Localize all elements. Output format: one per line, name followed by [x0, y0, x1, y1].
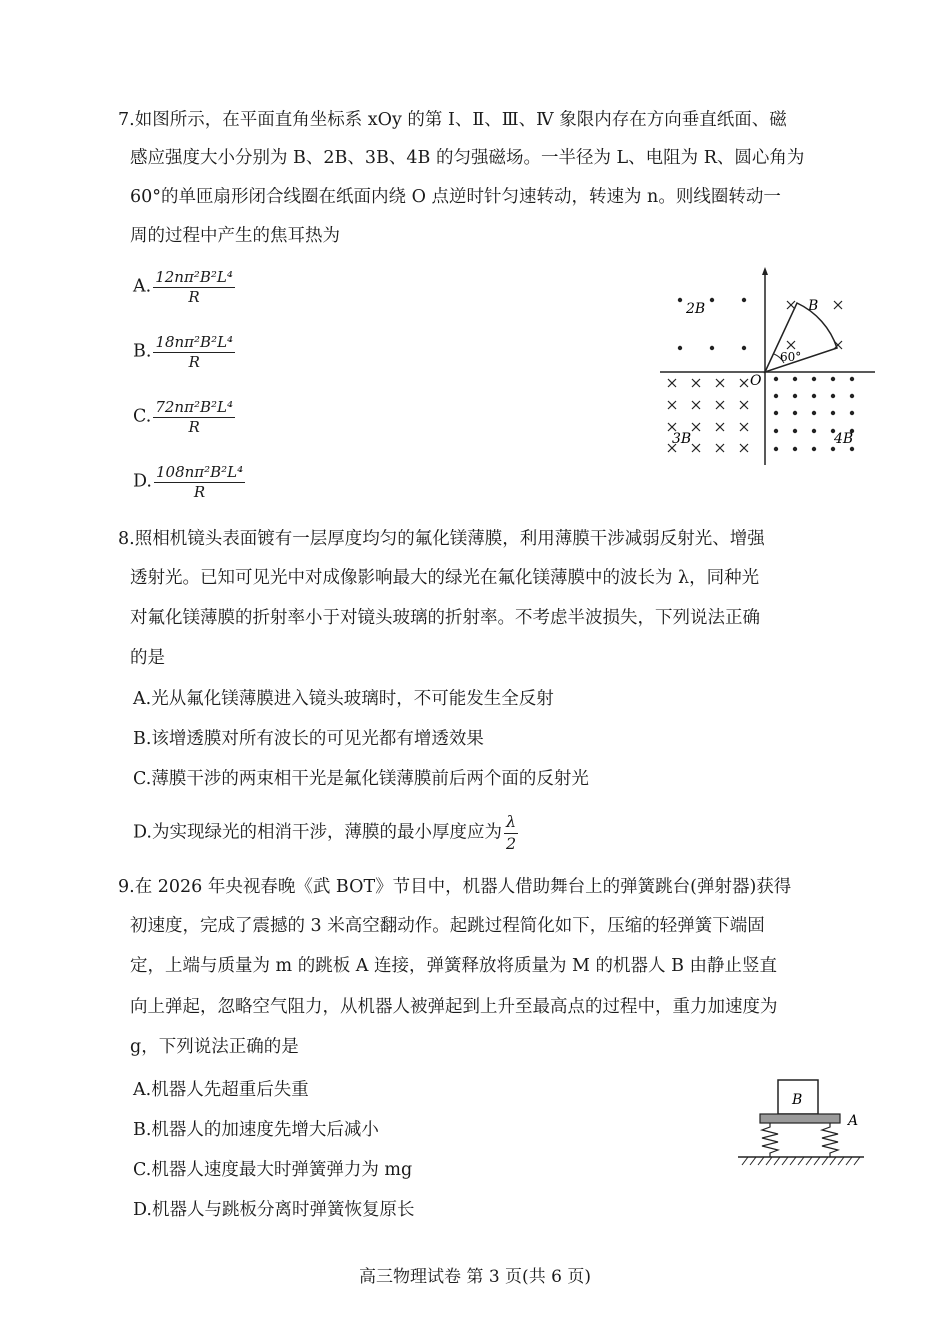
y-axis-arrow-icon — [762, 267, 768, 275]
q8-option-d-text: D.为实现绿光的相消干涉，薄膜的最小厚度应为 — [133, 822, 502, 843]
q7-option-b-numerator: 18nπ²B²L⁴ — [155, 333, 234, 351]
q8-line-4: 的是 — [130, 648, 165, 668]
label-A: A — [848, 1113, 859, 1129]
q7-option-b-denominator: R — [188, 353, 200, 371]
q9-option-a: A.机器人先超重后失重 — [133, 1080, 309, 1100]
q8-option-d — [133, 812, 518, 854]
q9-option-c: C.机器人速度最大时弹簧弹力为 mg — [133, 1160, 413, 1180]
q8-line-3: 对氟化镁薄膜的折射率小于对镜头玻璃的折射率。不考虑半波损失，下列说法正确 — [130, 608, 760, 628]
q7-option-d — [133, 463, 245, 501]
q7-line-4: 周的过程中产生的焦耳热为 — [130, 226, 340, 246]
q8-option-d-denominator: 2 — [505, 834, 517, 853]
right-spring — [822, 1123, 838, 1157]
q8-option-a: A.光从氟化镁薄膜进入镜头玻璃时，不可能发生全反射 — [133, 689, 554, 709]
q7-magnetic-field-figure — [650, 265, 880, 470]
q7-option-c-denominator: R — [188, 418, 200, 436]
q7-option-a-label: A. — [133, 276, 152, 297]
q7-option-c-numerator: 72nπ²B²L⁴ — [155, 398, 233, 416]
q7-line-3: 60°的单匝扇形闭合线圈在纸面内绕 O 点逆时针匀速转动，转速为 n。则线圈转动一 — [130, 187, 781, 207]
q8-option-d-numerator: λ — [504, 812, 518, 834]
q7-option-d-label: D. — [133, 471, 152, 492]
label-3B: 3B — [672, 431, 692, 447]
label-4B: 4B — [834, 431, 854, 447]
q7-option-b — [133, 333, 235, 371]
q9-line-2: 初速度，完成了震撼的 3 米高空翻动作。起跳过程简化如下，压缩的轻弹簧下端固 — [130, 916, 765, 936]
ground-hatch — [742, 1157, 860, 1165]
q7-option-a-numerator: 12nπ²B²L⁴ — [155, 268, 233, 286]
q9-option-d: D.机器人与跳板分离时弹簧恢复原长 — [133, 1200, 415, 1220]
q9-spring-platform-figure — [732, 1077, 872, 1169]
label-B: B — [808, 298, 819, 314]
platform-A — [760, 1114, 840, 1123]
label-O: O — [750, 373, 762, 389]
q9-option-b: B.机器人的加速度先增大后减小 — [133, 1120, 379, 1140]
q9-line-5: g，下列说法正确的是 — [130, 1037, 299, 1057]
left-spring — [762, 1123, 778, 1157]
label-2B: 2B — [686, 301, 706, 317]
q9-line-3: 定，上端与质量为 m 的跳板 A 连接，弹簧释放将质量为 M 的机器人 B 由静止竖直 — [130, 956, 778, 976]
q9-line-4: 向上弹起，忽略空气阻力，从机器人被弹起到上升至最高点的过程中，重力加速度为 — [130, 997, 778, 1017]
q8-option-b: B.该增透膜对所有波长的可见光都有增透效果 — [133, 729, 484, 749]
q8-option-c: C.薄膜干涉的两束相干光是氟化镁薄膜前后两个面的反射光 — [133, 769, 589, 789]
label-B: B — [792, 1092, 803, 1108]
q7-line-1: 7.如图所示，在平面直角坐标系 xOy 的第 Ⅰ、Ⅱ、Ⅲ、Ⅳ 象限内存在方向垂直纸面、磁 — [118, 110, 787, 130]
q7-option-a — [133, 268, 235, 306]
q7-option-d-denominator: R — [193, 483, 206, 501]
page-footer: 高三物理试卷 第 3 页(共 6 页) — [359, 1267, 591, 1287]
q7-option-c-label: C. — [133, 406, 152, 427]
q8-line-1: 8.照相机镜头表面镀有一层厚度均匀的氟化镁薄膜，利用薄膜干涉减弱反射光、增强 — [118, 529, 765, 549]
q8-line-2: 透射光。已知可见光中对成像影响最大的绿光在氟化镁薄膜中的波长为 λ，同种光 — [130, 568, 760, 588]
q7-option-a-denominator: R — [188, 288, 200, 306]
q9-line-1: 9.在 2026 年央视春晚《武 BOT》节目中，机器人借助舞台上的弹簧跳台(弹射器)获得 — [118, 877, 792, 897]
q7-line-2: 感应强度大小分别为 B、2B、3B、4B 的匀强磁场。一半径为 L、电阻为 R、圆心角为 — [130, 148, 805, 168]
q7-option-b-label: B. — [133, 341, 152, 362]
q7-option-c — [133, 398, 235, 436]
q7-option-d-numerator: 108nπ²B²L⁴ — [155, 463, 244, 481]
label-60-degree: 60° — [780, 350, 802, 364]
